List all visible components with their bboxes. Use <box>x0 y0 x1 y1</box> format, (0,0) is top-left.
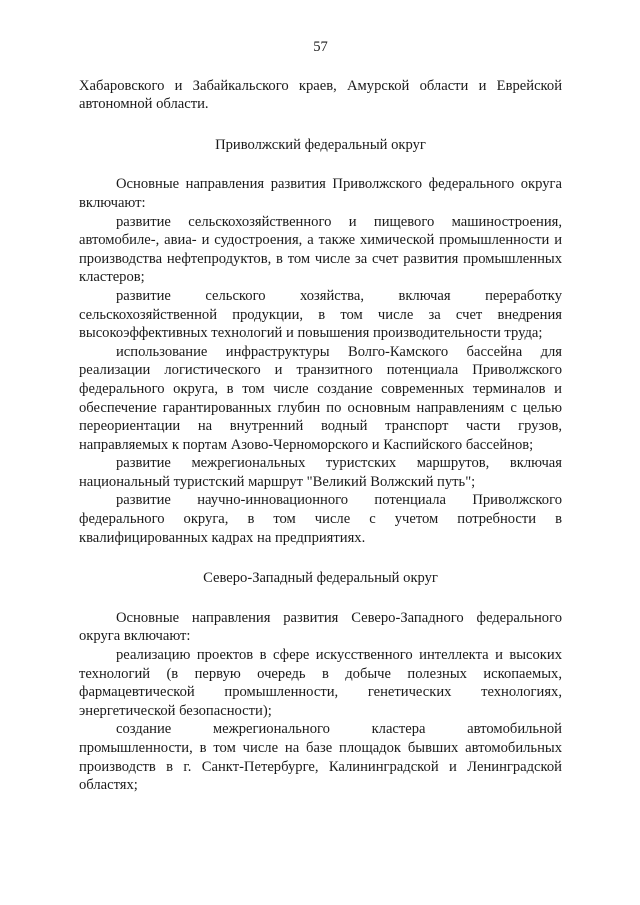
section-heading-northwest: Северо-Западный федеральный округ <box>203 570 438 587</box>
paragraph: реализацию проектов в сфере искусственного интеллекта и высоких технологий (в первую очередь в добыче полезных ископаемых, фармацевтической промышленности, генетических технологиях, энергетической безопасности); <box>79 647 562 719</box>
page-number: 57 <box>313 39 328 55</box>
section-heading-privolzhsky: Приволжский федеральный округ <box>215 136 426 153</box>
paragraph: Основные направления развития Северо-Западного федерального округа включают: <box>79 609 562 645</box>
paragraph: развитие межрегиональных туристских маршрутов, включая национальный туристский маршрут "Великий Волжский путь"; <box>79 455 562 490</box>
continuation-paragraph: Хабаровского и Забайкальского краев, Амурской области и Еврейской автономной области. <box>79 77 562 113</box>
paragraph: создание межрегионального кластера автомобильной промышленности, в том числе на базе площадок бывших автомобильных производств в г. Санкт-Петербурге, Калининградской и Ленинградской областях; <box>79 721 562 794</box>
paragraph: развитие сельскохозяйственного и пищевого машиностроения, автомобиле-, авиа- и судостроения, а также химической промышленности и производства нефтепродуктов, в том числе за счет развития промышленных кластеров; <box>79 213 562 286</box>
paragraph: развитие научно-инновационного потенциала Приволжского федерального округа, в том числе с учетом потребности в квалифицированных кадрах на предприятиях. <box>79 492 562 546</box>
paragraph: использование инфраструктуры Волго-Камского бассейна для реализации логистического и транзитного потенциала Приволжского федерального округа, в том числе создание современных терминалов и обеспечение гарантированных глубин по основным направлениям с целью переориентации на внутренний водный транспорт части грузов, направляемых к портам Азово-Черноморского и Каспийского бассейнов; <box>79 343 562 453</box>
document-page <box>79 38 562 795</box>
paragraph: развитие сельского хозяйства, включая переработку сельскохозяйственной продукции, в том числе за счет внедрения высокоэффективных технологий и повышения производительности труда; <box>79 287 562 342</box>
paragraph: Основные направления развития Приволжского федерального округа включают: <box>79 176 562 211</box>
